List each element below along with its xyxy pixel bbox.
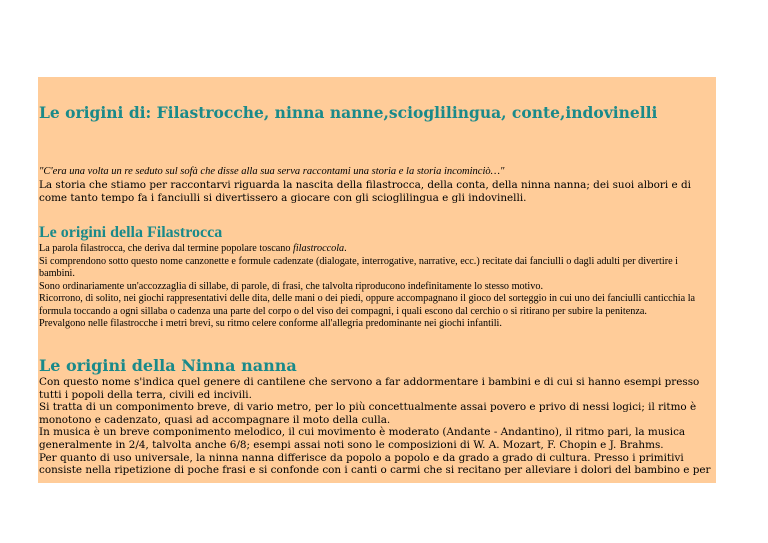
ninna-nanna-paragraph: Per quanto di uso universale, la ninna nanna differisce da popolo a popolo e da grado a grado di cultura. Presso i primitivi consiste nella ripetizione di poche frasi e si confonde con i canti o carmi che si recitano per alleviare i dolori del bambino e per bbox=[39, 451, 711, 477]
section-title-filastrocca: Le origini della Filastrocca bbox=[39, 224, 223, 241]
intro-quote: "C'era una volta un re seduto sul sofà che disse alla sua serva raccontami una storia e la storia incominciò…" bbox=[39, 166, 505, 177]
filastrocca-paragraph: Sono ordinariamente un'accozzaglia di sillabe, di parole, di frasi, che talvolta riproducono indefinitamente lo stesso motivo. bbox=[39, 280, 543, 292]
ninna-nanna-paragraph: In musica è un breve componimento melodico, il cui movimento è moderato (Andante - Andantino), il ritmo pari, la musica generalmente in 2/4, talvolta anche 6/8; esempi assai noti sono le composizioni di W. A. Mozart, F. Chopin e J. Brahms. bbox=[39, 426, 686, 451]
intro-block bbox=[39, 166, 715, 205]
document-page bbox=[38, 77, 716, 483]
intro-paragraph: La storia che stiamo per raccontarvi riguarda la nascita della filastrocca, della conta, della ninna nanna; dei suoi albori e di come tanto tempo fa i fanciulli si divertissero a giocare con gli scioglilingua e gli indovinelli. bbox=[39, 179, 691, 204]
filastrocca-paragraph bbox=[39, 243, 715, 256]
section-body-filastrocca bbox=[39, 243, 715, 331]
ninna-nanna-paragraph: Si tratta di un componimento breve, di vario metro, per lo più concettualmente assai povero e privo di nessi logici; il ritmo è monotono e cadenzato, quasi ad accompagnare il moto della culla. bbox=[39, 401, 697, 426]
filastrocca-paragraph: Si comprendono sotto questo nome canzonette e formule cadenzate (dialogate, interrogative, narrative, ecc.) recitate dai fanciulli o dagli adulti per divertire i bambini. bbox=[39, 255, 679, 279]
filastrocca-paragraph: Ricorrono, di solito, nei giochi rappresentativi delle dita, delle mani o dei piedi, oppure accompagnano il gioco del sorteggio in cui uno dei fanciulli canticchia la formula toccando a ogni sillaba o cadenza una parte del corpo o del viso dei compagni, i quali escono dal cerchio o si ritirano per subire la penitenza. bbox=[39, 293, 696, 317]
filastrocca-p1-suffix: . bbox=[344, 243, 347, 254]
section-title-ninna-nanna: Le origini della Ninna nanna bbox=[39, 356, 297, 375]
filastrocca-term: filastroccola bbox=[293, 243, 345, 254]
ninna-nanna-paragraph: Con questo nome s'indica quel genere di cantilene che servono a far addormentare i bambini e di cui si hanno esempi presso tutti i popoli della terra, civili ed incivili. bbox=[39, 376, 700, 401]
section-body-ninna-nanna bbox=[39, 376, 715, 477]
filastrocca-p1-prefix: La parola filastrocca, che deriva dal termine popolare toscano bbox=[39, 243, 294, 254]
document-title: Le origini di: Filastrocche, ninna nanne,scioglilingua, conte,indovinelli bbox=[39, 103, 658, 122]
filastrocca-paragraph: Prevalgono nelle filastrocche i metri brevi, su ritmo celere conforme all'allegria predominante nei giochi infantili. bbox=[39, 318, 502, 329]
